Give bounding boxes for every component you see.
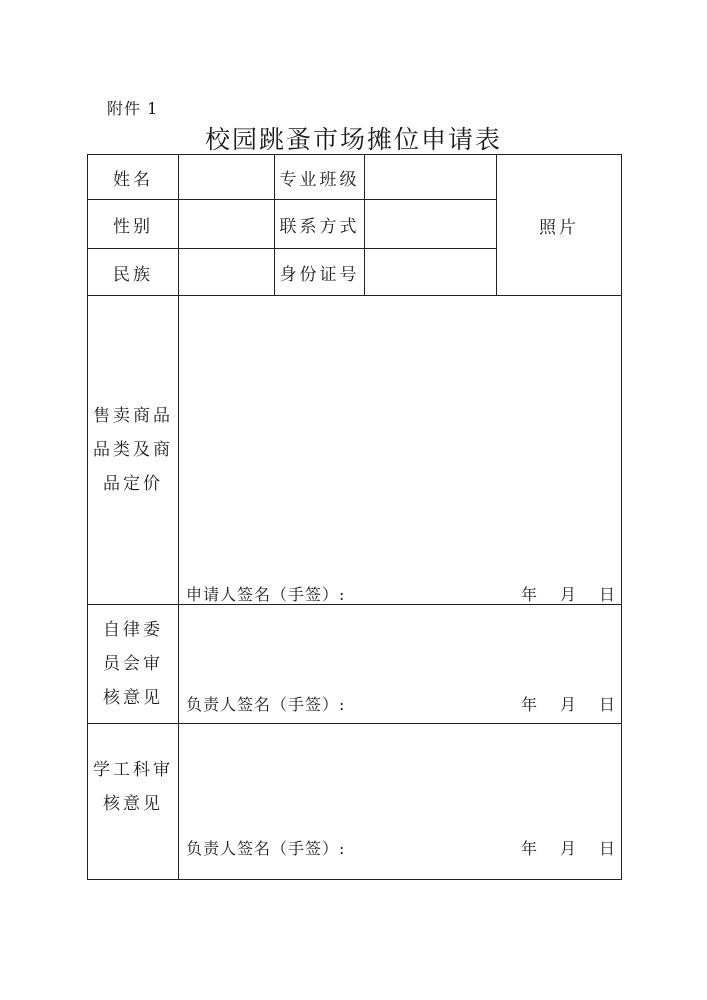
committee-opinion-field[interactable] [179,605,621,685]
photo-area[interactable]: 照片 [539,217,579,238]
committee-label-line: 核意见 [103,688,163,708]
date-day: 日 [599,839,616,858]
attachment-label: 附件 1 [107,99,159,118]
date-month: 月 [560,585,577,604]
goods-label-line: 品定价 [103,474,163,494]
date-year: 年 [521,585,538,604]
student-affairs-review-label [88,724,178,879]
major-class-label: 专业班级 [279,169,360,190]
date-year: 年 [521,695,538,714]
date-day: 日 [599,695,616,714]
contact-label: 联系方式 [279,216,360,237]
goods-section-label [88,296,178,604]
goods-label-line: 售卖商品 [93,406,173,426]
student-affairs-label-line: 核意见 [103,793,163,814]
name-label: 姓名 [113,169,153,190]
ethnicity-field[interactable] [179,249,274,295]
goods-label-line: 品类及商 [93,440,173,460]
date-year: 年 [521,839,538,858]
ethnicity-label: 民族 [113,264,153,285]
date-day: 日 [599,585,616,604]
major-class-field[interactable] [365,155,496,199]
form-title: 校园跳蚤市场摊位申请表 [204,125,502,154]
student-affairs-opinion-field[interactable] [179,724,621,824]
applicant-signature-label: 申请人签名（手签）: [186,585,346,604]
id-number-field[interactable] [365,249,496,295]
goods-details-field[interactable] [179,296,621,566]
committee-label-line: 员会审 [103,654,163,674]
committee-label-line: 自律委 [103,620,163,640]
date-month: 月 [560,839,577,858]
student-affairs-signature-label: 负责人签名（手签）: [186,839,346,858]
contact-field[interactable] [365,200,496,248]
student-affairs-label-line: 学工科审 [93,759,173,780]
date-month: 月 [560,695,577,714]
gender-label: 性别 [113,216,153,237]
gender-field[interactable] [179,200,274,248]
committee-review-label [88,605,178,723]
name-field[interactable] [179,155,274,199]
committee-signature-label: 负责人签名（手签）: [186,695,346,714]
id-number-label: 身份证号 [279,264,360,285]
application-form-table [87,154,622,880]
